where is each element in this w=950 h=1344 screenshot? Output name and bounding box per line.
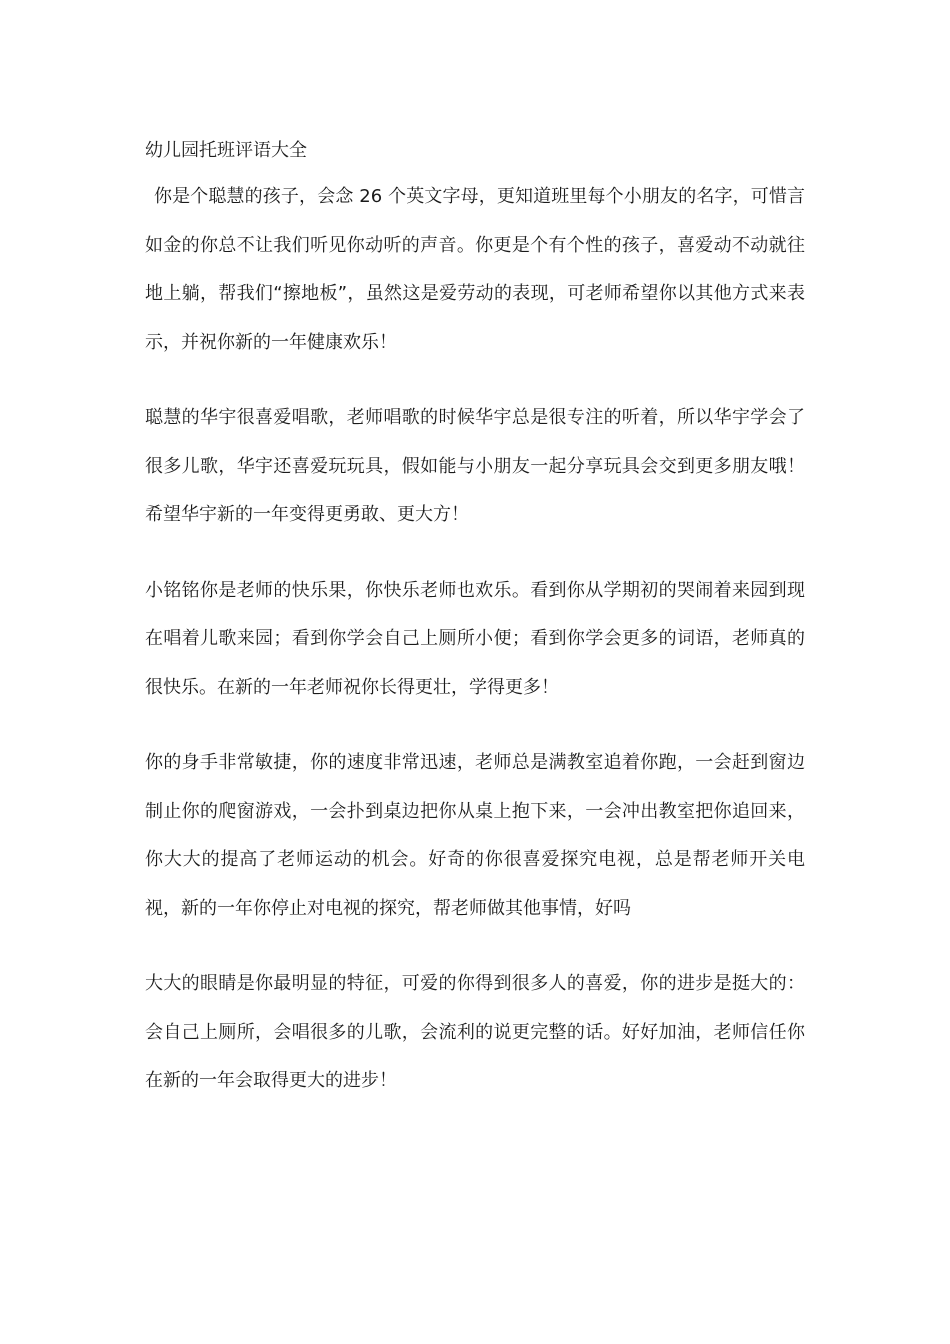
comment-paragraph-1: 你是个聪慧的孩子，会念 26 个英文字母，更知道班里每个小朋友的名字，可惜言如金的你总不让我们听见你动听的声音。你更是个有个性的孩子，喜爱动不动就往地上躺，帮我们“擦地板”，虽然这是爱劳动的表现，可老师希望你以其他方式来表示，并祝你新的一年健康欢乐！	[145, 186, 805, 353]
document-body	[145, 132, 805, 1133]
document-title: 幼儿园托班评语大全	[145, 140, 307, 161]
comment-paragraph-2: 聪慧的华宇很喜爱唱歌，老师唱歌的时候华宇总是很专注的听着，所以华宇学会了很多儿歌，华宇还喜爱玩玩具，假如能与小朋友一起分享玩具会交到更多朋友哦！希望华宇新的一年变得更勇敢、更大方！	[145, 407, 805, 525]
comment-paragraph-3: 小铭铭你是老师的快乐果，你快乐老师也欢乐。看到你从学期初的哭闹着来园到现在唱着儿歌来园；看到你学会自己上厕所小便；看到你学会更多的词语，老师真的很快乐。在新的一年老师祝你长得更壮，学得更多！	[145, 579, 805, 698]
comment-paragraph-4: 你的身手非常敏捷，你的速度非常迅速，老师总是满教室追着你跑，一会赶到窗边制止你的爬窗游戏，一会扑到桌边把你从桌上抱下来，一会冲出教室把你追回来，你大大的提高了老师运动的机会。好奇的你很喜爱探究电视，总是帮老师开关电视，新的一年你停止对电视的探究，帮老师做其他事情，好吗	[145, 752, 805, 919]
comment-paragraph-5: 大大的眼睛是你最明显的特征，可爱的你得到很多人的喜爱，你的进步是挺大的：会自己上厕所，会唱很多的儿歌，会流利的说更完整的话。好好加油，老师信任你在新的一年会取得更大的进步！	[145, 973, 805, 1091]
